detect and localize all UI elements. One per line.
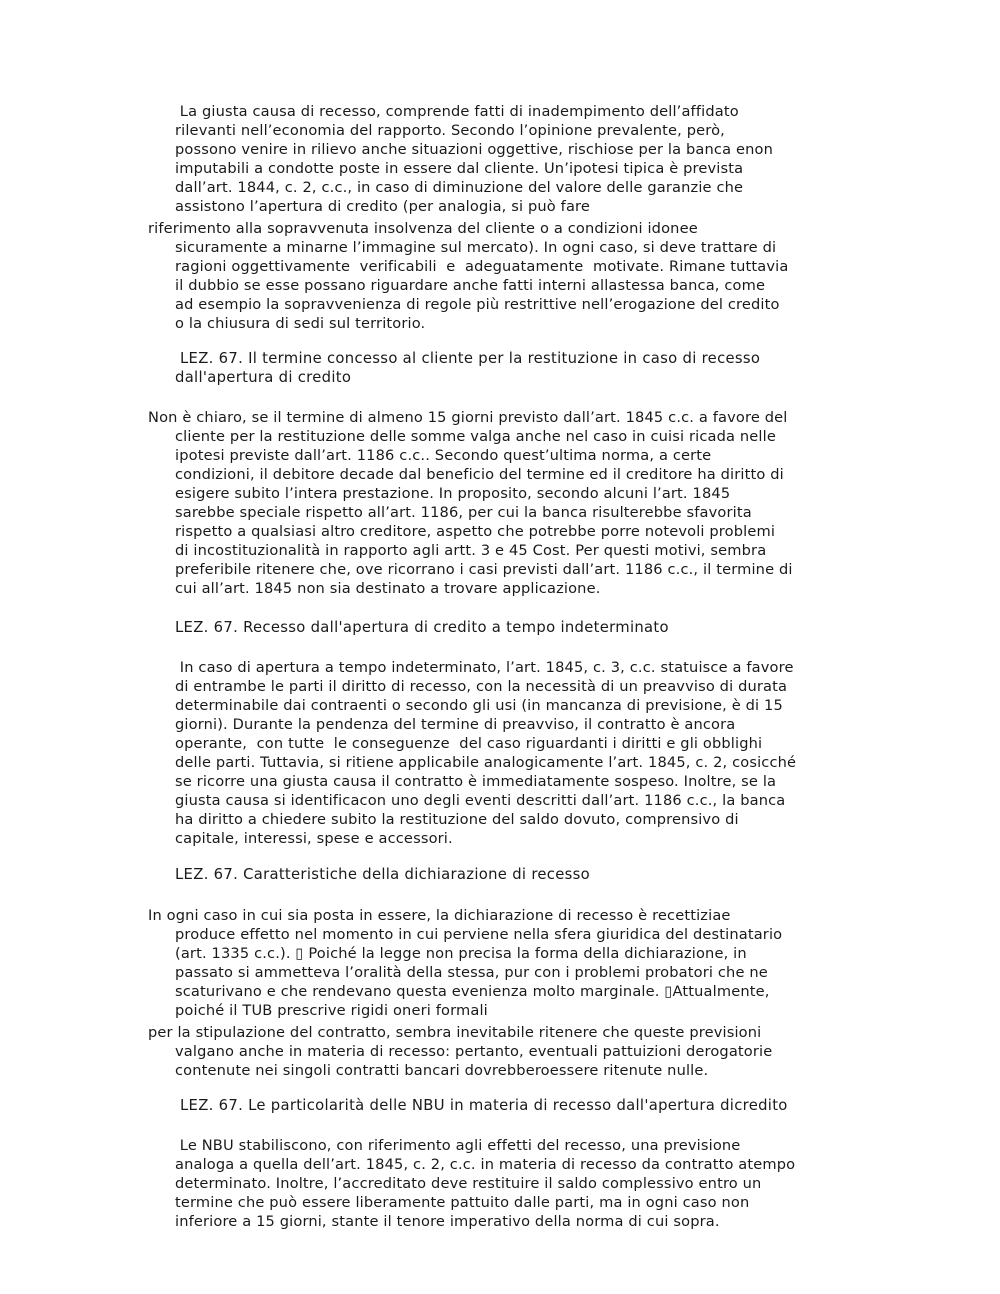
paragraph-line: dall’art. 1844, c. 2, c.c., in caso di diminuzione del valore delle garanzie che [175,179,744,196]
paragraph-line: cui all’art. 1845 non sia destinato a trovare applicazione. [175,580,601,597]
paragraph-line: sicuramente a minarne l’immagine sul mercato). In ogni caso, si deve trattare di [175,239,777,256]
paragraph-line: preferibile ritenere che, ove ricorrano i casi previsti dall’art. 1186 c.c., il termine di [175,561,793,578]
paragraph-line: inferiore a 15 giorni, stante il tenore imperativo della norma di cui sopra. [175,1213,720,1230]
paragraph-line: esigere subito l’intera prestazione. In proposito, secondo alcuni l’art. 1845 [175,485,731,502]
paragraph-line: ha diritto a chiedere subito la restituzione del saldo dovuto, comprensivo di [175,811,739,828]
paragraph-line: cliente per la restituzione delle somme valga anche nel caso in cuisi ricada nelle [175,428,776,445]
paragraph-line: assistono l’apertura di credito (per analogia, si può fare [175,198,591,215]
paragraph-line: (art. 1335 c.c.). ▯ Poiché la legge non precisa la forma della dichiarazione, in [175,945,747,962]
paragraph-line: sarebbe speciale rispetto all’art. 1186, per cui la banca risulterebbe sfavorita [175,504,752,521]
paragraph-line: passato si ammetteva l’oralità della stessa, pur con i problemi probatori che ne [175,964,768,981]
paragraph-line: capitale, interessi, spese e accessori. [175,830,453,847]
paragraph-line: il dubbio se esse possano riguardare anche fatti interni allastessa banca, come [175,277,766,294]
paragraph-line: se ricorre una giusta causa il contratto è immediatamente sospeso. Inoltre, se la [175,773,777,790]
paragraph-line: per la stipulazione del contratto, sembra inevitabile ritenere che queste previsioni [148,1024,762,1041]
paragraph-line: La giusta causa di recesso, comprende fatti di inadempimento dell’affidato [175,103,739,120]
paragraph-line: di incostituzionalità in rapporto agli artt. 3 e 45 Cost. Per questi motivi, sembra [175,542,767,559]
section-heading-line: LEZ. 67. Caratteristiche della dichiarazione di recesso [175,866,590,883]
paragraph-line: di entrambe le parti il diritto di recesso, con la necessità di un preavviso di durata [175,678,788,695]
paragraph-line: Le NBU stabiliscono, con riferimento agli effetti del recesso, una previsione [175,1137,741,1154]
paragraph-line: ragioni oggettivamente verificabili e adeguatamente motivate. Rimane tuttavia [175,258,789,275]
paragraph-line: determinabile dai contraenti o secondo gli usi (in mancanza di previsione, è di 15 [175,697,783,714]
paragraph-line: valgano anche in materia di recesso: pertanto, eventuali pattuizioni derogatorie [175,1043,773,1060]
paragraph-line: In ogni caso in cui sia posta in essere, la dichiarazione di recesso è recettiziae [148,907,731,924]
paragraph-line: riferimento alla sopravvenuta insolvenza del cliente o a condizioni idonee [148,220,698,237]
section-heading-line: LEZ. 67. Le particolarità delle NBU in materia di recesso dall'apertura dicredito [175,1097,788,1114]
paragraph-line: rilevanti nell’economia del rapporto. Secondo l’opinione prevalente, però, [175,122,725,139]
paragraph-line: determinato. Inoltre, l’accreditato deve restituire il saldo complessivo entro un [175,1175,762,1192]
paragraph-line: termine che può essere liberamente pattuito dalle parti, ma in ogni caso non [175,1194,750,1211]
paragraph-line: ad esempio la sopravvenienza di regole più restrittive nell’erogazione del credito [175,296,780,313]
section-heading-line: LEZ. 67. Recesso dall'apertura di credito a tempo indeterminato [175,619,669,636]
paragraph-line: Non è chiaro, se il termine di almeno 15 giorni previsto dall’art. 1845 c.c. a favore del [148,409,788,426]
paragraph-line: giorni). Durante la pendenza del termine di preavviso, il contratto è ancora [175,716,736,733]
paragraph-line: giusta causa si identificacon uno degli eventi descritti dall’art. 1186 c.c., la banca [175,792,786,809]
paragraph-line: ipotesi previste dall’art. 1186 c.c.. Secondo quest’ultima norma, a certe [175,447,712,464]
paragraph-line: contenute nei singoli contratti bancari dovrebberoessere ritenute nulle. [175,1062,709,1079]
paragraph-line: condizioni, il debitore decade dal beneficio del termine ed il creditore ha diritto di [175,466,784,483]
paragraph-line: delle parti. Tuttavia, si ritiene applicabile analogicamente l’art. 1845, c. 2, cosicché [175,754,797,771]
paragraph-line: imputabili a condotte poste in essere dal cliente. Un’ipotesi tipica è prevista [175,160,744,177]
paragraph-line: o la chiusura di sedi sul territorio. [175,315,426,332]
paragraph-line: rispetto a qualsiasi altro creditore, aspetto che potrebbe porre notevoli problemi [175,523,776,540]
paragraph-line: possono venire in rilievo anche situazioni oggettive, rischiose per la banca enon [175,141,773,158]
paragraph-line: operante, con tutte le conseguenze del caso riguardanti i diritti e gli obblighi [175,735,763,752]
paragraph-line: In caso di apertura a tempo indeterminato, l’art. 1845, c. 3, c.c. statuisce a favore [175,659,794,676]
paragraph-line: scaturivano e che rendevano questa evenienza molto marginale. ▯Attualmente, [175,983,770,1000]
paragraph-line: produce effetto nel momento in cui perviene nella sfera giuridica del destinatario [175,926,783,943]
paragraph-line: analoga a quella dell’art. 1845, c. 2, c.c. in materia di recesso da contratto atempo [175,1156,796,1173]
paragraph-line: poiché il TUB prescrive rigidi oneri formali [175,1002,488,1019]
section-heading-line: LEZ. 67. Il termine concesso al cliente per la restituzione in caso di recesso [175,350,761,367]
section-heading-line: dall'apertura di credito [175,369,352,386]
